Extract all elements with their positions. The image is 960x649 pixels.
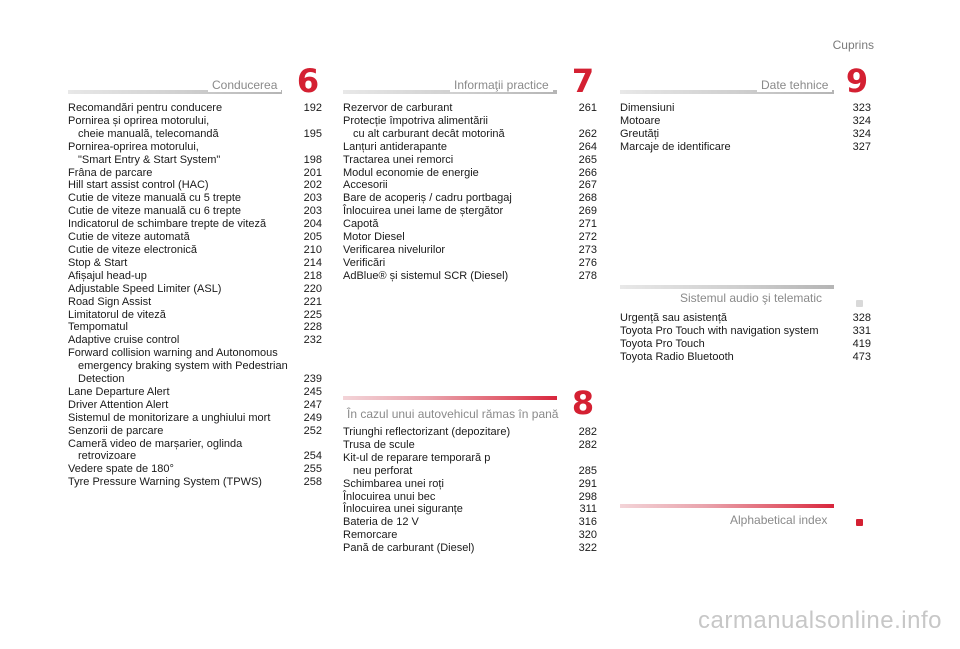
toc-entry-title [68, 438, 242, 464]
toc-entry-title-line: Protecție împotriva alimentării [343, 114, 488, 127]
toc-entry-page: 262 [578, 127, 597, 140]
toc-entry-title-line: Indicatorul de schimbare trepte de viteză [68, 218, 267, 231]
toc-entry-title-line: Capotă [343, 218, 379, 231]
toc-entry[interactable] [68, 476, 322, 489]
toc-entry-title [343, 478, 444, 491]
toc-entry-title-line: Recomandări pentru conducere [68, 102, 223, 114]
toc-entry-title [343, 439, 415, 452]
toc-entry-title [343, 542, 474, 555]
toc-entry-page: 473 [852, 350, 871, 363]
toc-entry[interactable] [343, 102, 597, 115]
toc-entry-page: 195 [303, 127, 322, 140]
toc-entry[interactable] [620, 102, 871, 115]
toc-entry-title [343, 102, 452, 115]
toc-entry-title-line: Înlocuirea unei lame de ștergător [343, 205, 504, 218]
toc-entry-title-line: Înlocuirea unui bec [343, 490, 436, 503]
toc-entry[interactable] [68, 296, 322, 309]
toc-entry-title [343, 192, 512, 205]
toc-entry-page: 205 [303, 231, 322, 244]
toc-list [620, 312, 871, 364]
toc-entry[interactable] [343, 205, 597, 218]
toc-entry[interactable] [343, 115, 597, 141]
toc-entry-title-line: Toyota Pro Touch with navigation system [620, 324, 819, 337]
toc-entry-title-line: Road Sign Assist [68, 295, 152, 308]
section-label: Conducerea [208, 78, 281, 92]
toc-entry-title-line: Toyota Radio Bluetooth [620, 350, 734, 363]
toc-entry-page: 291 [578, 477, 597, 490]
toc-entry-title [68, 334, 179, 347]
toc-entry-page: 239 [303, 373, 322, 386]
section-conducerea [68, 62, 322, 489]
toc-entry[interactable] [343, 452, 597, 478]
toc-entry-page: 247 [303, 398, 322, 411]
toc-entry[interactable] [343, 154, 597, 167]
toc-entry[interactable] [620, 141, 871, 154]
toc-entry-title-line: Hill start assist control (HAC) [68, 179, 209, 192]
chapter-number: 7 [571, 62, 595, 100]
section-bar [620, 504, 834, 508]
section-header [343, 62, 597, 100]
section-alphabetical-index [620, 503, 871, 525]
section-date-tehnice [620, 62, 871, 154]
toc-entry[interactable] [68, 167, 322, 180]
toc-entry-title [620, 338, 705, 351]
section-label: În cazul unui autovehicul rămas în pană [343, 407, 562, 421]
toc-entry-title-line: Adjustable Speed Limiter (ASL) [68, 282, 222, 295]
toc-entry-title-line: Lane Departure Alert [68, 385, 170, 398]
toc-entry-title-line: Dimensiuni [620, 102, 675, 114]
toc-entry-title [620, 115, 660, 128]
toc-entry-title [620, 325, 819, 338]
toc-entry-page: 265 [578, 153, 597, 166]
toc-entry-title [68, 476, 262, 489]
toc-entry[interactable] [343, 141, 597, 154]
toc-entry-page: 255 [303, 463, 322, 476]
toc-entry-title-line: Modul economie de energie [343, 166, 479, 179]
watermark: carmanualsonline.info [698, 607, 942, 634]
toc-entry-page: 220 [303, 282, 322, 295]
toc-entry-title-line: Triunghi reflectorizant (depozitare) [343, 426, 511, 438]
toc-entry-title [620, 128, 659, 141]
toc-entry-title-continuation: "Smart Entry & Start System" [78, 153, 221, 166]
toc-entry-title [343, 529, 397, 542]
toc-entry[interactable] [343, 478, 597, 491]
toc-entry[interactable] [68, 192, 322, 205]
toc-entry-title-line: Sistemul de monitorizare a unghiului mort [68, 411, 271, 424]
toc-entry-title-line: Cutie de viteze electronică [68, 243, 198, 256]
toc-entry-page: 252 [303, 424, 322, 437]
toc-entry-title-line: Frâna de parcare [68, 166, 153, 179]
toc-entry[interactable] [343, 426, 597, 439]
section-informatii-practice [343, 62, 597, 283]
toc-entry-page: 324 [852, 127, 871, 140]
toc-entry[interactable] [68, 347, 322, 386]
toc-entry-page: 267 [578, 179, 597, 192]
section-bar [343, 396, 557, 400]
toc-entry-page: 285 [578, 464, 597, 477]
toc-entry-page: 311 [579, 503, 597, 516]
toc-entry-title [68, 412, 270, 425]
toc-entry-title-line: Pornirea și oprirea motorului, [68, 114, 210, 127]
toc-entry-title [68, 283, 221, 296]
toc-entry[interactable] [68, 231, 322, 244]
toc-entry[interactable] [343, 542, 597, 555]
toc-entry-page: 228 [303, 321, 322, 334]
toc-entry[interactable] [68, 102, 322, 115]
toc-entry[interactable] [620, 351, 871, 364]
toc-entry-title [68, 179, 209, 192]
toc-entry-page: 258 [303, 476, 322, 489]
toc-entry[interactable] [68, 257, 322, 270]
toc-list [343, 426, 597, 555]
toc-entry-page: 210 [303, 243, 322, 256]
toc-entry[interactable] [68, 386, 322, 399]
toc-entry-page: 316 [578, 516, 597, 529]
toc-entry-title [68, 231, 190, 244]
toc-entry[interactable] [68, 309, 322, 322]
toc-entry-title-line: Bateria de 12 V [343, 516, 419, 529]
toc-entry-title [68, 115, 219, 141]
toc-entry[interactable] [68, 438, 322, 464]
toc-entry-page: 419 [852, 337, 871, 350]
toc-entry-page: 273 [578, 243, 597, 256]
toc-entry[interactable] [68, 244, 322, 257]
section-header [620, 503, 871, 525]
toc-entry[interactable] [343, 244, 597, 257]
toc-entry-title-continuation: cheie manuală, telecomandă [78, 127, 219, 140]
toc-entry[interactable] [343, 231, 597, 244]
toc-list [620, 102, 871, 154]
toc-entry-page: 218 [303, 269, 322, 282]
toc-entry-page: 203 [303, 205, 322, 218]
section-autovehicul-ramas-in-pana [343, 384, 597, 555]
chapter-number: 6 [296, 62, 320, 100]
section-label: Informaţii practice [450, 78, 553, 92]
toc-entry-title [343, 244, 445, 257]
toc-entry-title-line: Verificări [343, 256, 386, 269]
toc-entry[interactable] [68, 463, 322, 476]
toc-entry-title-line: Driver Attention Alert [68, 398, 169, 411]
toc-entry-title-line: Kit-ul de reparare temporară p [343, 451, 491, 464]
toc-entry-title-line: Cutie de viteze automată [68, 231, 190, 244]
toc-entry-page: 282 [578, 426, 597, 438]
toc-entry[interactable] [620, 312, 871, 325]
toc-entry-title-line: Toyota Pro Touch [620, 337, 705, 350]
toc-entry-page: 203 [303, 192, 322, 205]
toc-entry-title-line: Motor Diesel [343, 231, 405, 244]
toc-entry-title [68, 399, 168, 412]
toc-entry-title [343, 452, 490, 478]
toc-entry-title [343, 491, 435, 504]
toc-entry[interactable] [68, 412, 322, 425]
toc-entry[interactable] [68, 205, 322, 218]
toc-entry[interactable] [620, 128, 871, 141]
toc-entry-title-line: Tractarea unei remorci [343, 153, 454, 166]
toc-entry[interactable] [68, 115, 322, 141]
toc-entry[interactable] [68, 399, 322, 412]
toc-entry-title-line: Forward collision warning and Autonomous [68, 347, 278, 360]
toc-entry-title-continuation: retrovizoare [78, 450, 137, 463]
toc-entry-title-line: Bare de acoperiș / cadru portbagaj [343, 192, 512, 205]
toc-entry-page: 202 [303, 179, 322, 192]
section-sistemul-audio [620, 282, 871, 364]
toc-entry-title-line: Senzorii de parcare [68, 424, 164, 437]
toc-entry-title [343, 141, 447, 154]
toc-entry-page: 320 [578, 529, 597, 542]
chapter-number: 9 [845, 62, 869, 100]
toc-entry[interactable] [343, 167, 597, 180]
toc-entry-title-line: Marcaje de identificare [620, 140, 731, 153]
section-label: Date tehnice [757, 78, 832, 92]
toc-list [68, 102, 322, 489]
toc-entry[interactable] [620, 115, 871, 128]
page-title: Cuprins [832, 38, 874, 52]
toc-entry-title [68, 309, 166, 322]
section-bar [620, 285, 834, 289]
toc-entry[interactable] [343, 270, 597, 283]
toc-entry-title [343, 205, 503, 218]
toc-entry-page: 261 [578, 102, 597, 114]
toc-entry-title [343, 218, 378, 231]
toc-entry-title-line: Motoare [620, 114, 661, 127]
toc-entry-page: 322 [578, 542, 597, 555]
toc-entry-title [68, 296, 151, 309]
toc-entry-title-line: Cutie de viteze manuală cu 5 trepte [68, 192, 242, 205]
toc-entry-title-line: Pană de carburant (Diesel) [343, 542, 475, 555]
toc-entry-title-continuation: neu perforat [353, 464, 413, 477]
toc-entry-title-line: Stop & Start [68, 256, 128, 269]
toc-entry-title [68, 244, 197, 257]
toc-entry[interactable] [68, 270, 322, 283]
toc-entry-page: 249 [303, 411, 322, 424]
section-header [68, 62, 322, 100]
toc-entry-title [68, 192, 241, 205]
toc-entry-title-line: Remorcare [343, 529, 398, 542]
toc-entry-title [343, 115, 505, 141]
toc-entry-page: 323 [852, 102, 871, 114]
toc-entry-title [343, 154, 453, 167]
toc-entry[interactable] [620, 325, 871, 338]
toc-entry[interactable] [343, 179, 597, 192]
toc-entry-page: 328 [852, 312, 871, 324]
toc-entry[interactable] [343, 491, 597, 504]
toc-list [343, 102, 597, 283]
toc-entry-page: 272 [578, 231, 597, 244]
toc-entry[interactable] [68, 321, 322, 334]
toc-entry-title-line: Rezervor de carburant [343, 102, 453, 114]
toc-entry-title-line: Afișajul head-up [68, 269, 147, 282]
toc-entry-title [343, 270, 508, 283]
toc-entry-title [343, 257, 385, 270]
toc-entry-title [68, 425, 163, 438]
toc-entry-page: 269 [578, 205, 597, 218]
toc-entry-title [620, 312, 727, 325]
chapter-number: 8 [571, 384, 595, 422]
section-header [343, 384, 597, 422]
toc-entry-title [68, 257, 127, 270]
toc-entry-title-line: Trusa de scule [343, 438, 415, 451]
toc-entry[interactable] [343, 529, 597, 542]
toc-entry-page: 232 [303, 334, 322, 347]
toc-entry-title-line: Tempomatul [68, 321, 128, 334]
toc-entry[interactable] [68, 218, 322, 231]
toc-entry-title [68, 347, 288, 386]
toc-entry-title [343, 516, 419, 529]
toc-entry-title-line: Urgență sau asistență [620, 312, 728, 324]
toc-entry[interactable] [343, 503, 597, 516]
toc-entry-title-line: Lanțuri antiderapante [343, 140, 447, 153]
toc-entry-title-line: Pornirea-oprirea motorului, [68, 140, 199, 153]
toc-entry-page: 225 [303, 308, 322, 321]
toc-entry-title [68, 463, 174, 476]
toc-entry-title-line: Limitatorul de viteză [68, 308, 166, 321]
toc-entry-title [68, 167, 152, 180]
section-header [620, 282, 871, 304]
toc-entry[interactable] [68, 141, 322, 167]
toc-entry-title [343, 179, 388, 192]
toc-entry-page: 266 [578, 166, 597, 179]
toc-entry-page: 201 [303, 166, 322, 179]
toc-entry-title [343, 426, 510, 439]
toc-entry[interactable] [620, 338, 871, 351]
toc-entry-title-line: Adaptive cruise control [68, 334, 180, 347]
toc-entry-title [620, 102, 674, 115]
toc-entry[interactable] [68, 179, 322, 192]
toc-entry-page: 298 [578, 490, 597, 503]
toc-entry[interactable] [68, 334, 322, 347]
toc-entry-title-line: Accesorii [343, 179, 388, 192]
toc-entry-title-line: Cutie de viteze manuală cu 6 trepte [68, 205, 242, 218]
toc-entry-title [68, 141, 220, 167]
toc-entry-title [620, 141, 731, 154]
toc-entry-page: 276 [578, 256, 597, 269]
toc-entry[interactable] [343, 257, 597, 270]
toc-entry[interactable] [343, 192, 597, 205]
toc-entry-title-line: Cameră video de marșarier, oglinda [68, 437, 243, 450]
toc-entry[interactable] [343, 516, 597, 529]
toc-entry-page: 264 [578, 140, 597, 153]
toc-entry-page: 214 [303, 256, 322, 269]
section-header [620, 62, 871, 100]
section-label: Sistemul audio şi telematic [676, 291, 826, 305]
toc-entry-page: 271 [578, 218, 597, 231]
toc-entry[interactable] [68, 283, 322, 296]
toc-entry-title [68, 218, 266, 231]
toc-entry-page: 254 [303, 450, 322, 463]
toc-entry-title [68, 205, 241, 218]
toc-entry-page: 327 [852, 140, 871, 153]
toc-entry-page: 278 [578, 269, 597, 282]
toc-entry-page: 331 [852, 324, 871, 337]
toc-entry-page: 221 [303, 295, 322, 308]
toc-entry[interactable] [68, 425, 322, 438]
toc-entry-title-line: AdBlue® și sistemul SCR (Diesel) [343, 269, 509, 282]
toc-entry-title-line: Înlocuirea unei siguranțe [343, 503, 463, 516]
toc-entry-title-continuation: Detection [78, 373, 125, 386]
toc-entry-title-line: Vedere spate de 180° [68, 463, 174, 476]
toc-entry-title-continuation: emergency braking system with Pedestrian [78, 360, 288, 373]
toc-entry-title-line: Tyre Pressure Warning System (TPWS) [68, 476, 262, 489]
section-marker-icon [856, 300, 863, 307]
toc-entry-title-continuation: cu alt carburant decât motorină [353, 127, 505, 140]
toc-entry-page: 198 [303, 153, 322, 166]
toc-entry-title [343, 503, 463, 516]
toc-entry-page: 268 [578, 192, 597, 205]
section-label[interactable]: Alphabetical index [726, 513, 831, 527]
toc-entry-title-line: Schimbarea unei roți [343, 477, 444, 490]
toc-entry-title [620, 351, 734, 364]
toc-entry-title-line: Verificarea nivelurilor [343, 243, 446, 256]
toc-entry[interactable] [343, 218, 597, 231]
toc-entry-page: 192 [303, 102, 322, 114]
toc-entry[interactable] [343, 439, 597, 452]
toc-entry-title [68, 270, 147, 283]
toc-entry-title [343, 167, 479, 180]
toc-entry-page: 204 [303, 218, 322, 231]
toc-entry-title [343, 231, 405, 244]
toc-entry-title [68, 102, 222, 115]
toc-entry-page: 245 [303, 385, 322, 398]
toc-entry-title [68, 321, 128, 334]
toc-entry-page: 324 [852, 114, 871, 127]
toc-entry-page: 282 [578, 438, 597, 451]
toc-entry-title-line: Greutăți [620, 127, 660, 140]
section-marker-icon [856, 519, 863, 526]
toc-entry-title [68, 386, 170, 399]
